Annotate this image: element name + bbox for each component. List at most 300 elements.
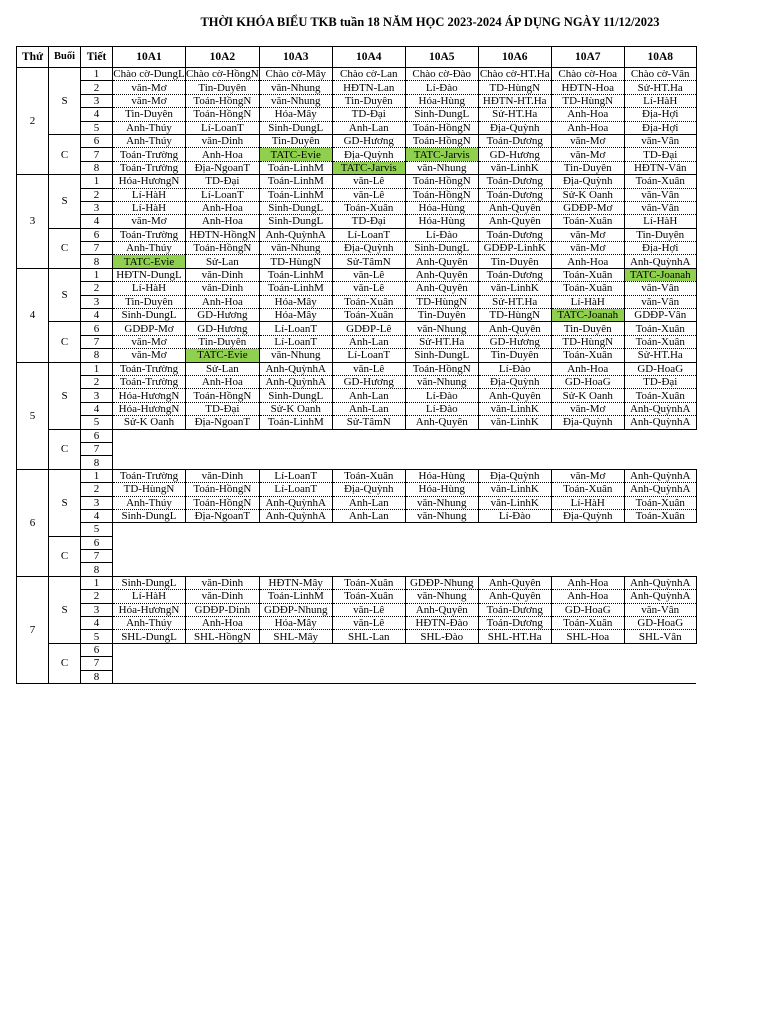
lesson-cell: Chào cờ-Đào bbox=[405, 68, 478, 81]
lesson-cell: Anh-Hoa bbox=[551, 108, 624, 121]
lesson-cell: Anh-Thúy bbox=[113, 617, 186, 630]
table-row bbox=[17, 215, 697, 228]
lesson-cell: Anh-Thúy bbox=[113, 134, 186, 147]
lesson-cell: Toán-LinhM bbox=[259, 188, 332, 201]
lesson-cell: Lí-HàH bbox=[113, 590, 186, 603]
lesson-cell: Chào cờ-Mây bbox=[259, 68, 332, 81]
session-label: C bbox=[49, 134, 81, 174]
lesson-cell: TATC-Evie bbox=[113, 255, 186, 268]
lesson-cell: Sinh-DungL bbox=[405, 242, 478, 255]
lesson-cell: Tin-Duyên bbox=[186, 335, 260, 348]
table-row bbox=[17, 483, 697, 496]
lesson-cell: Toán-HồngN bbox=[405, 188, 478, 201]
lesson-cell: Anh-QuỳnhA bbox=[624, 576, 696, 589]
lesson-cell: Địa-Quỳnh bbox=[478, 375, 551, 388]
lesson-cell: Hóa-Hùng bbox=[405, 483, 478, 496]
lesson-cell: GDĐP-Nhung bbox=[259, 603, 332, 616]
table-row bbox=[17, 416, 697, 429]
lesson-cell: Toán-Xuân bbox=[624, 322, 696, 335]
lesson-cell: văn-Nhung bbox=[259, 81, 332, 94]
header-class: 10A1 bbox=[113, 47, 186, 68]
lesson-cell: Toán-HồngN bbox=[186, 94, 260, 107]
lesson-cell: văn-Mơ bbox=[551, 148, 624, 161]
lesson-cell: TD-Đại bbox=[332, 108, 405, 121]
lesson-cell: Hóa-Mây bbox=[259, 617, 332, 630]
period-number: 3 bbox=[81, 94, 113, 107]
lesson-cell: TD-Đại bbox=[186, 175, 260, 188]
lesson-cell: Tin-Duyên bbox=[624, 228, 696, 241]
lesson-cell: Toán-Xuân bbox=[332, 469, 405, 482]
lesson-cell: Hóa-Mây bbox=[259, 295, 332, 308]
lesson-cell: Lí-HàH bbox=[113, 282, 186, 295]
timetable-header bbox=[17, 47, 697, 68]
period-number: 1 bbox=[81, 576, 113, 589]
lesson-cell: Sinh-DungL bbox=[405, 349, 478, 362]
lesson-cell: TD-HùngN bbox=[113, 483, 186, 496]
table-row bbox=[17, 349, 697, 362]
lesson-cell: văn-Lê bbox=[332, 603, 405, 616]
period-number: 1 bbox=[81, 175, 113, 188]
period-number: 1 bbox=[81, 469, 113, 482]
lesson-cell: Anh-Quyên bbox=[478, 576, 551, 589]
lesson-cell: GDĐP-Dinh bbox=[186, 603, 260, 616]
lesson-cell: Toán-HồngN bbox=[186, 108, 260, 121]
lesson-cell: văn-Lê bbox=[332, 268, 405, 281]
lesson-cell: văn-Vân bbox=[624, 603, 696, 616]
lesson-cell: Toán-Dương bbox=[478, 175, 551, 188]
lesson-cell: Toán-Xuân bbox=[332, 201, 405, 214]
lesson-cell: Anh-QuỳnhA bbox=[624, 469, 696, 482]
period-number: 2 bbox=[81, 375, 113, 388]
lesson-cell: Toán-Trường bbox=[113, 375, 186, 388]
lesson-cell: Toán-Dương bbox=[478, 134, 551, 147]
lesson-cell: Toán-Xuân bbox=[332, 309, 405, 322]
period-number: 1 bbox=[81, 362, 113, 375]
lesson-cell: Anh-Quyên bbox=[405, 282, 478, 295]
lesson-cell: Chào cờ-HồngN bbox=[186, 68, 259, 81]
lesson-cell: văn-LinhK bbox=[478, 282, 551, 295]
header-class: 10A8 bbox=[624, 47, 696, 68]
lesson-cell: Sinh-DungL bbox=[259, 389, 332, 402]
lesson-cell: Lí-HàH bbox=[551, 295, 624, 308]
lesson-cell: TATC-Evie bbox=[259, 148, 332, 161]
lesson-cell: GD-Hương bbox=[478, 148, 551, 161]
lesson-cell: Lí-LoanT bbox=[259, 322, 332, 335]
day-label: 2 bbox=[17, 68, 49, 175]
lesson-cell: TATC-Evie bbox=[186, 349, 260, 362]
table-row bbox=[17, 469, 697, 482]
lesson-cell: TD-Đại bbox=[332, 215, 405, 228]
lesson-cell: Anh-QuỳnhA bbox=[624, 416, 696, 429]
lesson-cell: Toán-HồngN bbox=[405, 121, 478, 134]
lesson-cell: Anh-Hoa bbox=[186, 295, 260, 308]
lesson-cell: SHL-DungL bbox=[113, 630, 186, 643]
lesson-cell: Lí-HàH bbox=[624, 94, 696, 107]
lesson-cell: Tin-Duyên bbox=[551, 322, 624, 335]
lesson-cell: Toán-Xuân bbox=[624, 175, 696, 188]
lesson-cell: Anh-Quyên bbox=[478, 590, 551, 603]
lesson-cell: Anh-Lan bbox=[332, 402, 405, 415]
table-row bbox=[17, 509, 697, 522]
lesson-cell: Lí-HàH bbox=[113, 201, 186, 214]
period-number: 6 bbox=[81, 536, 113, 549]
table-row bbox=[17, 523, 697, 536]
lesson-cell: HĐTN-HT.Ha bbox=[478, 94, 551, 107]
header-class: 10A6 bbox=[478, 47, 551, 68]
lesson-cell: HĐTN-Lan bbox=[332, 81, 405, 94]
period-number: 8 bbox=[81, 563, 113, 576]
period-number: 6 bbox=[81, 643, 113, 656]
lesson-cell: Hóa-HươngN bbox=[113, 175, 186, 188]
lesson-cell: Anh-QuỳnhA bbox=[259, 509, 332, 522]
lesson-cell: Toán-HồngN bbox=[405, 134, 478, 147]
lesson-cell: HĐTN-DungL bbox=[113, 268, 186, 281]
lesson-cell: GD-Hương bbox=[332, 375, 405, 388]
lesson-cell: Địa-Quỳnh bbox=[551, 509, 624, 522]
header-tiet: Tiết bbox=[81, 47, 113, 68]
period-number: 6 bbox=[81, 429, 113, 442]
period-number: 8 bbox=[81, 456, 113, 469]
lesson-cell: Sử-K Oanh bbox=[551, 389, 624, 402]
lesson-cell: văn-Lê bbox=[332, 617, 405, 630]
lesson-cell: Anh-Quyên bbox=[478, 389, 551, 402]
lesson-cell: Địa-Hợi bbox=[624, 242, 696, 255]
lesson-cell: HĐTN-Hoa bbox=[551, 81, 624, 94]
lesson-cell: Toán-Xuân bbox=[332, 295, 405, 308]
lesson-cell: SHL-Đào bbox=[405, 630, 478, 643]
lesson-cell: văn-Nhung bbox=[405, 590, 478, 603]
session-label: S bbox=[49, 268, 81, 322]
lesson-cell: SHL-Vân bbox=[624, 630, 696, 643]
lesson-cell: Chào cờ-Hoa bbox=[551, 68, 624, 81]
lesson-cell: SHL-Mây bbox=[259, 630, 332, 643]
lesson-cell: Anh-QuỳnhA bbox=[624, 483, 696, 496]
lesson-cell: Tin-Duyên bbox=[186, 81, 260, 94]
lesson-cell: Sinh-DungL bbox=[405, 108, 478, 121]
lesson-cell: văn-Dinh bbox=[186, 282, 260, 295]
lesson-cell: văn-Vân bbox=[624, 282, 696, 295]
lesson-cell: Tin-Duyên bbox=[259, 134, 332, 147]
lesson-cell: Toán-Trường bbox=[113, 469, 186, 482]
lesson-cell: Lí-HàH bbox=[113, 188, 186, 201]
lesson-cell: Toán-Xuân bbox=[332, 590, 405, 603]
lesson-cell: Anh-Lan bbox=[332, 335, 405, 348]
lesson-cell: văn-Lê bbox=[332, 188, 405, 201]
lesson-cell: Toán-Dương bbox=[478, 228, 551, 241]
period-number: 6 bbox=[81, 228, 113, 241]
lesson-cell: văn-Mơ bbox=[551, 134, 624, 147]
lesson-cell: TD-HùngN bbox=[551, 335, 624, 348]
table-row bbox=[17, 268, 697, 281]
lesson-cell: văn-Dinh bbox=[186, 576, 260, 589]
lesson-cell: Địa-Quỳnh bbox=[551, 175, 624, 188]
session-label: S bbox=[49, 68, 81, 135]
lesson-cell: văn-Lê bbox=[332, 282, 405, 295]
lesson-cell: Hóa-HươngN bbox=[113, 402, 186, 415]
lesson-cell: văn-Nhung bbox=[405, 161, 478, 174]
lesson-cell: Chào cờ-Lan bbox=[332, 68, 405, 81]
period-number: 7 bbox=[81, 550, 113, 563]
lesson-cell: Tin-Duyên bbox=[113, 108, 186, 121]
lesson-cell: Anh-Hoa bbox=[186, 201, 260, 214]
lesson-cell: Sử-TâmN bbox=[332, 416, 405, 429]
lesson-cell: Anh-Hoa bbox=[186, 375, 260, 388]
lesson-cell: Sử-K Oanh bbox=[113, 416, 186, 429]
header-class: 10A2 bbox=[186, 47, 260, 68]
lesson-cell: Toán-LinhM bbox=[259, 590, 332, 603]
lesson-cell: GD-Hương bbox=[332, 134, 405, 147]
table-row bbox=[17, 550, 697, 563]
table-row bbox=[17, 536, 697, 549]
lesson-cell: Toán-Dương bbox=[478, 617, 551, 630]
lesson-cell: văn-Dinh bbox=[186, 469, 260, 482]
period-number: 7 bbox=[81, 442, 113, 455]
page-title: THỜI KHÓA BIỂU TKB tuần 18 NĂM HỌC 2023-2024 ÁP DỤNG NGÀY 11/12/2023 bbox=[200, 15, 660, 29]
period-number: 8 bbox=[81, 349, 113, 362]
lesson-cell: Tin-Duyên bbox=[113, 295, 186, 308]
period-number: 7 bbox=[81, 335, 113, 348]
lesson-cell: văn-Dinh bbox=[186, 134, 260, 147]
lesson-cell: văn-Mơ bbox=[113, 349, 186, 362]
lesson-cell: Hóa-HươngN bbox=[113, 389, 186, 402]
lesson-cell: Anh-QuỳnhA bbox=[259, 375, 332, 388]
lesson-cell: văn-Dinh bbox=[186, 590, 260, 603]
lesson-cell: Sử-TâmN bbox=[332, 255, 405, 268]
table-row bbox=[17, 148, 697, 161]
lesson-cell: Toán-HồngN bbox=[186, 483, 260, 496]
table-row bbox=[17, 643, 697, 656]
lesson-cell: Anh-Quyên bbox=[405, 268, 478, 281]
lesson-cell: SHL-HT.Ha bbox=[478, 630, 551, 643]
lesson-cell: TATC-Jarvis bbox=[405, 148, 478, 161]
table-row bbox=[17, 94, 697, 107]
lesson-cell: Địa-Quỳnh bbox=[332, 148, 405, 161]
lesson-cell: văn-Nhung bbox=[405, 509, 478, 522]
table-row bbox=[17, 161, 697, 174]
table-row bbox=[17, 603, 697, 616]
period-number: 6 bbox=[81, 134, 113, 147]
table-row bbox=[17, 309, 697, 322]
lesson-cell: GD-Hương bbox=[186, 309, 260, 322]
period-number: 6 bbox=[81, 322, 113, 335]
lesson-cell: Anh-Hoa bbox=[551, 121, 624, 134]
session-label: C bbox=[49, 536, 81, 576]
lesson-cell: Sinh-DungL bbox=[113, 509, 186, 522]
lesson-cell: Sử-Lan bbox=[186, 362, 260, 375]
lesson-cell: Anh-Quyên bbox=[405, 255, 478, 268]
table-row bbox=[17, 375, 697, 388]
empty-period bbox=[113, 563, 697, 576]
lesson-cell: văn-Mơ bbox=[113, 94, 186, 107]
lesson-cell: Anh-Quyên bbox=[405, 416, 478, 429]
session-label: S bbox=[49, 576, 81, 643]
lesson-cell: GDĐP-Mơ bbox=[551, 201, 624, 214]
lesson-cell: Toán-HồngN bbox=[405, 175, 478, 188]
period-number: 8 bbox=[81, 161, 113, 174]
lesson-cell: Toán-Dương bbox=[478, 268, 551, 281]
table-row bbox=[17, 335, 697, 348]
lesson-cell: Toán-Trường bbox=[113, 161, 186, 174]
lesson-cell: Địa-Quỳnh bbox=[332, 483, 405, 496]
lesson-cell: Lí-Đào bbox=[405, 81, 478, 94]
empty-period bbox=[113, 536, 697, 549]
lesson-cell: GDĐP-Lê bbox=[332, 322, 405, 335]
header-buoi: Buổi bbox=[49, 47, 81, 68]
lesson-cell: Toán-Trường bbox=[113, 362, 186, 375]
table-row bbox=[17, 670, 697, 683]
lesson-cell: văn-Vân bbox=[624, 134, 696, 147]
day-label: 7 bbox=[17, 576, 49, 683]
lesson-cell: văn-Nhung bbox=[259, 242, 332, 255]
lesson-cell: Toán-Xuân bbox=[551, 215, 624, 228]
lesson-cell: HĐTN-HồngN bbox=[186, 228, 260, 241]
lesson-cell: Toán-Xuân bbox=[624, 496, 696, 509]
lesson-cell: Anh-Lan bbox=[332, 121, 405, 134]
lesson-cell: SHL-HồngN bbox=[186, 630, 260, 643]
lesson-cell: văn-Mơ bbox=[113, 81, 186, 94]
lesson-cell: Lí-LoanT bbox=[186, 121, 260, 134]
lesson-cell: văn-Vân bbox=[624, 188, 696, 201]
lesson-cell: TD-HùngN bbox=[405, 295, 478, 308]
lesson-cell: Địa-NgoanT bbox=[186, 509, 260, 522]
period-number: 5 bbox=[81, 416, 113, 429]
lesson-cell: TD-HùngN bbox=[551, 94, 624, 107]
lesson-cell: Hóa-Mây bbox=[259, 108, 332, 121]
lesson-cell: Anh-Lan bbox=[332, 496, 405, 509]
lesson-cell: HĐTN-Mây bbox=[259, 576, 332, 589]
period-number: 8 bbox=[81, 670, 113, 683]
lesson-cell: Địa-Quỳnh bbox=[551, 416, 624, 429]
lesson-cell: Sử-Lan bbox=[186, 255, 260, 268]
lesson-cell: Anh-Hoa bbox=[551, 255, 624, 268]
table-row bbox=[17, 295, 697, 308]
lesson-cell: văn-Mơ bbox=[113, 335, 186, 348]
lesson-cell: Toán-LinhM bbox=[259, 175, 332, 188]
lesson-cell: Anh-Quyên bbox=[478, 201, 551, 214]
lesson-cell: Anh-Lan bbox=[332, 509, 405, 522]
day-label: 6 bbox=[17, 469, 49, 576]
lesson-cell: HĐTN-Đào bbox=[405, 617, 478, 630]
lesson-cell: Anh-Hoa bbox=[186, 148, 260, 161]
table-row bbox=[17, 81, 697, 94]
table-row bbox=[17, 134, 697, 147]
lesson-cell: Lí-HàH bbox=[551, 496, 624, 509]
session-label: C bbox=[49, 322, 81, 362]
lesson-cell: Toán-Xuân bbox=[551, 483, 624, 496]
table-row bbox=[17, 121, 697, 134]
lesson-cell: văn-Mơ bbox=[551, 469, 624, 482]
lesson-cell: văn-Nhung bbox=[259, 349, 332, 362]
day-label: 5 bbox=[17, 362, 49, 469]
lesson-cell: Hóa-Hùng bbox=[405, 469, 478, 482]
lesson-cell: văn-Lê bbox=[332, 175, 405, 188]
table-row bbox=[17, 657, 697, 670]
table-row bbox=[17, 617, 697, 630]
lesson-cell: Hóa-Mây bbox=[259, 309, 332, 322]
lesson-cell: Địa-Quỳnh bbox=[478, 121, 551, 134]
lesson-cell: Địa-Hợi bbox=[624, 108, 696, 121]
lesson-cell: Lí-Đào bbox=[405, 228, 478, 241]
period-number: 5 bbox=[81, 630, 113, 643]
lesson-cell: GDĐP-Nhung bbox=[405, 576, 478, 589]
period-number: 5 bbox=[81, 523, 113, 536]
period-number: 3 bbox=[81, 389, 113, 402]
lesson-cell: SHL-Lan bbox=[332, 630, 405, 643]
lesson-cell: Tin-Duyên bbox=[332, 94, 405, 107]
lesson-cell: TATC-Jarvis bbox=[332, 161, 405, 174]
lesson-cell: GDĐP-LinhK bbox=[478, 242, 551, 255]
lesson-cell: Anh-Lan bbox=[332, 389, 405, 402]
lesson-cell: Toán-Dương bbox=[478, 188, 551, 201]
lesson-cell: Lí-LoanT bbox=[259, 483, 332, 496]
lesson-cell: Anh-QuỳnhA bbox=[259, 362, 332, 375]
header-class: 10A5 bbox=[405, 47, 478, 68]
lesson-cell: văn-Lê bbox=[332, 362, 405, 375]
lesson-cell: Lí-LoanT bbox=[259, 335, 332, 348]
session-label: C bbox=[49, 228, 81, 268]
lesson-cell: TATC-Joanah bbox=[551, 309, 624, 322]
period-number: 4 bbox=[81, 617, 113, 630]
empty-period bbox=[113, 442, 697, 455]
table-row bbox=[17, 563, 697, 576]
lesson-cell: Anh-Hoa bbox=[186, 215, 260, 228]
empty-period bbox=[113, 523, 697, 536]
table-row bbox=[17, 496, 697, 509]
lesson-cell: Toán-Xuân bbox=[332, 576, 405, 589]
period-number: 2 bbox=[81, 282, 113, 295]
lesson-cell: Toán-HồngN bbox=[405, 362, 478, 375]
lesson-cell: Toán-Dương bbox=[478, 603, 551, 616]
lesson-cell: Anh-Quyên bbox=[478, 215, 551, 228]
lesson-cell: Sinh-DungL bbox=[259, 121, 332, 134]
lesson-cell: Anh-QuỳnhA bbox=[624, 590, 696, 603]
lesson-cell: Địa-Quỳnh bbox=[478, 469, 551, 482]
lesson-cell: TD-Đại bbox=[624, 148, 696, 161]
period-number: 7 bbox=[81, 242, 113, 255]
empty-period bbox=[113, 670, 697, 683]
lesson-cell: văn-Mơ bbox=[551, 402, 624, 415]
lesson-cell: Toán-HồngN bbox=[186, 496, 260, 509]
lesson-cell: Sử-HT.Ha bbox=[624, 81, 696, 94]
lesson-cell: Toán-Xuân bbox=[551, 282, 624, 295]
lesson-cell: Lí-LoanT bbox=[259, 469, 332, 482]
lesson-cell: Anh-QuỳnhA bbox=[624, 255, 696, 268]
table-row bbox=[17, 389, 697, 402]
session-label: S bbox=[49, 362, 81, 429]
lesson-cell: Hóa-HươngN bbox=[113, 603, 186, 616]
lesson-cell: Chào cờ-HT.Ha bbox=[479, 68, 550, 81]
period-number: 8 bbox=[81, 255, 113, 268]
empty-period bbox=[113, 643, 697, 656]
period-number: 7 bbox=[81, 148, 113, 161]
lesson-cell: Toán-LinhM bbox=[259, 416, 332, 429]
lesson-cell: GD-Hương bbox=[478, 335, 551, 348]
lesson-cell: văn-Dinh bbox=[186, 268, 260, 281]
lesson-cell: Sử-K Oanh bbox=[551, 188, 624, 201]
lesson-cell: Toán-HồngN bbox=[186, 389, 260, 402]
lesson-cell: TD-HùngN bbox=[478, 309, 551, 322]
lesson-cell: Chào cờ-DungL bbox=[113, 68, 185, 81]
lesson-cell: Hóa-Hùng bbox=[405, 94, 478, 107]
lesson-cell: Toán-Xuân bbox=[551, 268, 624, 281]
table-row bbox=[17, 108, 697, 121]
lesson-cell: Lí-Đào bbox=[405, 402, 478, 415]
lesson-cell: Chào cờ-Vân bbox=[624, 68, 696, 81]
period-number: 3 bbox=[81, 603, 113, 616]
timetable-body bbox=[17, 68, 697, 684]
lesson-cell: Địa-NgoanT bbox=[186, 161, 260, 174]
lesson-cell: Lí-Đào bbox=[478, 509, 551, 522]
